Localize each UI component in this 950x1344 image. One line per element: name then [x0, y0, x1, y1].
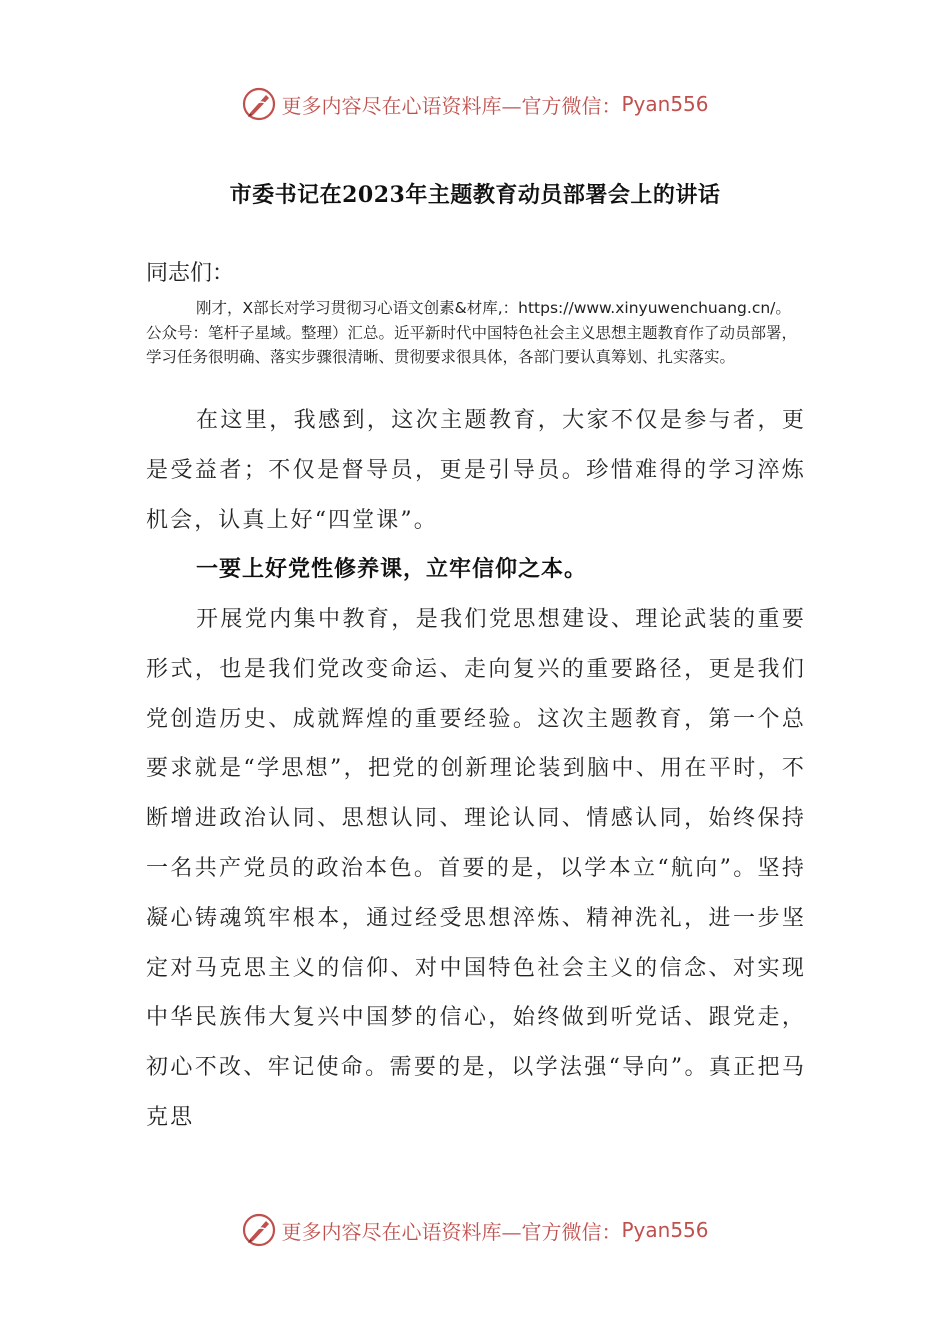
pen-logo-icon [241, 1212, 277, 1248]
document-title: 市委书记在2023年主题教育动员部署会上的讲话 [229, 182, 721, 208]
banner-wechat-handle: Pyan556 [621, 92, 709, 116]
paragraph-1: 在这里，我感到，这次主题教育，大家不仅是参与者，更是受益者；不仅是督导员，更是引导员。珍惜难得的学习淬炼机会，认真上好“四堂课”。 [146, 408, 806, 533]
intro-paragraph: 刚才，X部长对学习贯彻习心语文创素&材库,：https://www.xinyuwenchuang.cn/。公众号：笔杆子星域。整理）汇总。近平新时代中国特色社会主义思想主题教育作了动员部署，学习任务很明确、落实步骤很清晰、贯彻要求很具体，各部门要认真筹划、扎实落实。 [146, 299, 798, 366]
section-heading-1: 一要上好党性修养课，立牢信仰之本。 [196, 556, 588, 582]
salutation: 同志们： [146, 261, 235, 286]
banner-text: 更多内容尽在心语资料库—官方微信： [281, 1219, 622, 1244]
banner-wechat-handle: Pyan556 [621, 1218, 709, 1242]
paragraph-2: 开展党内集中教育，是我们党思想建设、理论武装的重要形式，也是我们党改变命运、走向复兴的重要路径，更是我们党创造历史、成就辉煌的重要经验。这次主题教育，第一个总要求就是“学思想”，把党的创新理论装到脑中、用在平时，不断增进政治认同、思想认同、理论认同、情感认同，始终保持一名共产党员的政治本色。首要的是，以学本立“航向”。坚持凝心铸魂筑牢根本，通过经受思想淬炼、精神洗礼，进一步坚定对马克思主义的信仰、对中国特色社会主义的信念、对实现中华民族伟大复兴中国梦的信心，始终做到听党话、跟党走，初心不改、牢记使命。需要的是，以学法强“导向”。真正把马克思 [146, 607, 806, 1130]
banner-text: 更多内容尽在心语资料库—官方微信： [281, 93, 622, 118]
header-watermark-banner [0, 82, 950, 126]
footer-watermark-banner [0, 1208, 950, 1252]
pen-logo-icon [241, 86, 277, 122]
